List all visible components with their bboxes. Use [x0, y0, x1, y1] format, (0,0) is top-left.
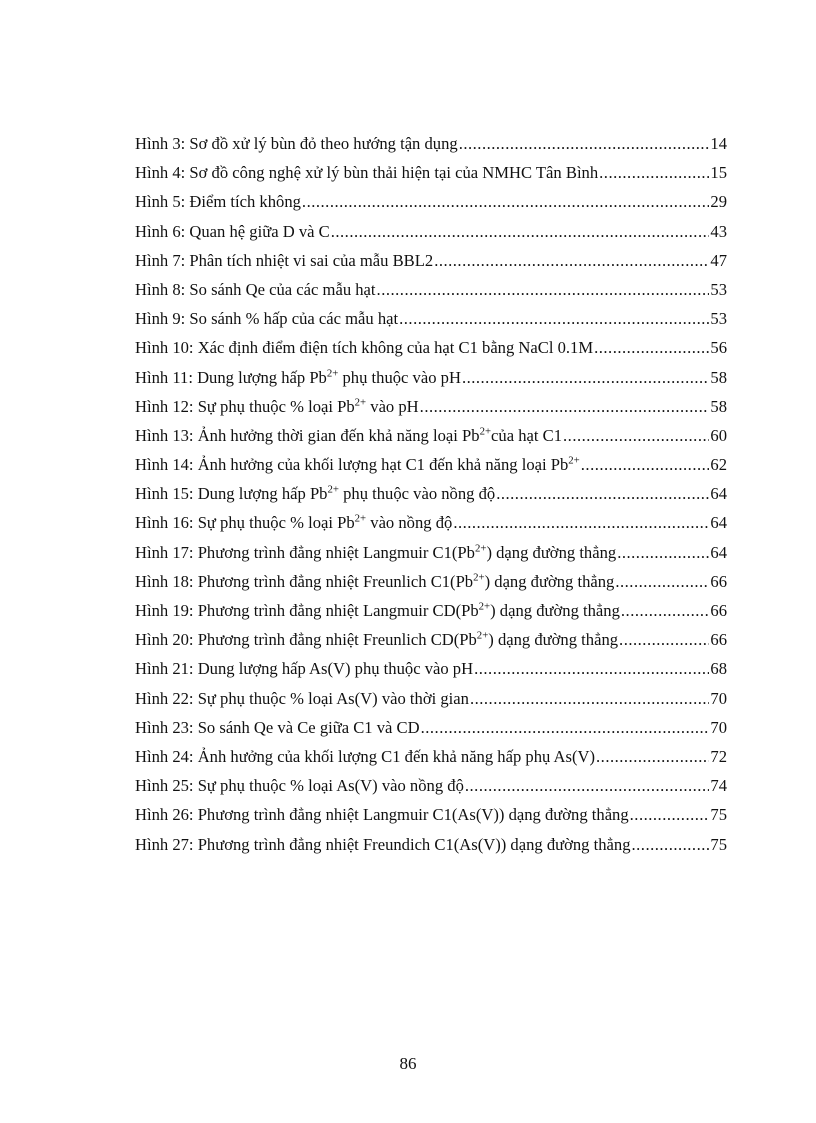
list-of-figures [135, 129, 727, 859]
toc-entry-page: 56 [710, 338, 727, 358]
toc-entry[interactable] [135, 158, 727, 187]
toc-entry-label [135, 596, 620, 625]
superscript-charge: 2+ [476, 629, 489, 642]
toc-entry-label [135, 363, 461, 392]
toc-entry[interactable] [135, 304, 727, 333]
dot-leader [399, 304, 709, 333]
toc-entry-label [135, 567, 614, 596]
dot-leader [453, 508, 709, 537]
toc-entry[interactable] [135, 187, 727, 216]
toc-entry-title: Hình 3: Sơ đồ xử lý bùn đỏ theo hướng tận dụng [135, 134, 458, 153]
dot-leader [377, 275, 710, 304]
toc-entry-title-suffix: ) dạng đường thẳng [488, 630, 619, 650]
toc-entry-title-suffix: ) dạng đường thẳng [486, 542, 617, 562]
toc-entry-title-suffix: ) dạng đường thẳng [490, 601, 620, 620]
toc-entry-title: Hình 7: Phân tích nhiệt vi sai của mẫu BBL2 [135, 250, 434, 270]
page-number: 86 [399, 1054, 417, 1073]
toc-entry-page: 47 [710, 250, 727, 270]
toc-entry-label [135, 508, 452, 537]
toc-entry-title: Hình 4: Sơ đồ công nghệ xử lý bùn thải hiện tại của NMHC Tân Bình [135, 163, 599, 183]
toc-entry[interactable] [135, 654, 727, 683]
dot-leader [599, 158, 709, 187]
toc-entry-title: Hình 11: Dung lượng hấp Pb [135, 367, 327, 387]
toc-entry-title: Hình 5: Điểm tích không [135, 192, 301, 212]
dot-leader [621, 596, 710, 625]
toc-entry-title: Hình 23: So sánh Qe và Ce giữa C1 và CD [135, 717, 420, 737]
toc-entry-label [135, 830, 631, 859]
toc-entry[interactable] [135, 333, 727, 362]
toc-entry-title: Hình 9: So sánh % hấp của các mẫu hạt [135, 309, 399, 329]
dot-leader [470, 684, 709, 713]
toc-entry[interactable] [135, 684, 727, 713]
toc-entry-label [135, 713, 420, 742]
dot-leader [434, 246, 709, 275]
toc-entry[interactable] [135, 217, 727, 246]
toc-entry-title: Hình 10: Xác định điểm điện tích không của hạt C1 bằng NaCl 0.1M [135, 338, 594, 358]
toc-entry-page: 70 [710, 688, 727, 708]
toc-entry-page: 75 [710, 834, 727, 854]
superscript-charge: 2+ [568, 454, 580, 467]
toc-entry-label [135, 654, 473, 683]
toc-entry-title-suffix: vào nồng độ [366, 513, 453, 533]
toc-entry-title-suffix: phụ thuộc vào pH [338, 367, 461, 387]
toc-entry-label [135, 421, 562, 450]
toc-entry-page: 75 [710, 805, 727, 825]
toc-entry-page: 64 [710, 484, 727, 504]
toc-entry-page: 66 [710, 601, 727, 620]
toc-entry[interactable] [135, 508, 727, 537]
dot-leader [420, 392, 710, 421]
superscript-charge: 2+ [354, 396, 367, 409]
toc-entry-title-suffix: của hạt C1 [491, 425, 563, 445]
toc-entry-title: Hình 16: Sự phụ thuộc % loại Pb [135, 513, 355, 533]
toc-entry-label [135, 246, 433, 275]
toc-entry-title-suffix: ) dạng đường thẳng [484, 571, 615, 591]
toc-entry[interactable] [135, 363, 727, 392]
toc-entry-page: 64 [710, 513, 727, 533]
toc-entry-page: 15 [710, 163, 727, 183]
toc-entry-label [135, 217, 330, 246]
toc-entry-title: Hình 22: Sự phụ thuộc % loại As(V) vào thời gian [135, 688, 469, 708]
dot-leader [459, 129, 710, 158]
toc-entry-label [135, 392, 419, 421]
toc-entry-title: Hình 27: Phương trình đẳng nhiệt Freundich C1(As(V)) dạng đường thẳng [135, 834, 631, 854]
superscript-charge: 2+ [326, 366, 339, 379]
toc-entry[interactable] [135, 450, 727, 479]
toc-entry[interactable] [135, 479, 727, 508]
toc-entry-title: Hình 14: Ảnh hưởng của khối lượng hạt C1 đến khả năng loại Pb [135, 455, 569, 475]
toc-entry-title: Hình 20: Phương trình đẳng nhiệt Freunlich CD(Pb [135, 630, 477, 650]
toc-entry-label [135, 187, 301, 216]
toc-entry[interactable] [135, 800, 727, 829]
dot-leader [302, 187, 709, 216]
toc-entry-title: Hình 26: Phương trình đẳng nhiệt Langmuir C1(As(V)) dạng đường thẳng [135, 805, 629, 825]
toc-entry-label [135, 304, 398, 333]
toc-entry-title: Hình 13: Ảnh hưởng thời gian đến khả năng loại Pb [135, 425, 480, 445]
toc-entry[interactable] [135, 275, 727, 304]
toc-entry-label [135, 275, 376, 304]
dot-leader [615, 567, 709, 596]
toc-entry-title: Hình 6: Quan hệ giữa D và C [135, 221, 330, 241]
dot-leader [496, 479, 709, 508]
toc-entry-page: 53 [710, 279, 727, 299]
toc-entry[interactable] [135, 567, 727, 596]
toc-entry-title: Hình 12: Sự phụ thuộc % loại Pb [135, 396, 355, 416]
toc-entry-title: Hình 17: Phương trình đẳng nhiệt Langmuir C1(Pb [135, 542, 475, 562]
dot-leader [462, 363, 709, 392]
dot-leader [331, 217, 710, 246]
toc-entry-page: 14 [710, 134, 727, 153]
toc-entry[interactable] [135, 246, 727, 275]
dot-leader [474, 654, 709, 683]
toc-entry-page: 58 [710, 396, 727, 416]
dot-leader [596, 742, 709, 771]
toc-entry-title-suffix: phụ thuộc vào nồng độ [338, 484, 496, 504]
toc-entry[interactable] [135, 421, 727, 450]
toc-entry[interactable] [135, 742, 727, 771]
toc-entry-title-suffix: vào pH [366, 396, 419, 416]
superscript-charge: 2+ [479, 425, 492, 438]
toc-entry-label [135, 742, 595, 771]
toc-entry[interactable] [135, 129, 727, 158]
toc-entry[interactable] [135, 625, 727, 654]
superscript-charge: 2+ [478, 600, 491, 613]
toc-entry-label [135, 538, 616, 567]
toc-entry-title: Hình 18: Phương trình đẳng nhiệt Freunlich C1(Pb [135, 571, 474, 591]
toc-entry[interactable] [135, 713, 727, 742]
toc-entry-label [135, 333, 593, 362]
toc-entry-title: Hình 21: Dung lượng hấp As(V) phụ thuộc vào pH [135, 659, 474, 679]
toc-entry-page: 64 [710, 542, 727, 562]
toc-entry-page: 62 [710, 455, 727, 475]
toc-entry-label [135, 800, 629, 829]
toc-entry-title: Hình 15: Dung lượng hấp Pb [135, 484, 328, 504]
toc-entry-title: Hình 19: Phương trình đẳng nhiệt Langmuir CD(Pb [135, 601, 479, 620]
dot-leader [632, 830, 710, 859]
toc-entry-page: 70 [710, 717, 727, 737]
toc-entry-page: 66 [710, 571, 727, 591]
superscript-charge: 2+ [473, 571, 485, 584]
toc-entry[interactable] [135, 596, 727, 625]
toc-entry-page: 60 [710, 425, 727, 445]
toc-entry-label [135, 129, 458, 158]
toc-entry-page: 43 [710, 221, 727, 241]
toc-entry-page: 72 [710, 746, 727, 766]
toc-entry[interactable] [135, 538, 727, 567]
toc-entry-page: 68 [710, 659, 727, 679]
toc-entry-label [135, 625, 618, 654]
toc-entry-label [135, 158, 598, 187]
toc-entry-page: 74 [710, 776, 727, 796]
toc-entry[interactable] [135, 392, 727, 421]
dot-leader [563, 421, 709, 450]
toc-entry-title: Hình 24: Ảnh hưởng của khối lượng C1 đến khả năng hấp phụ As(V) [135, 746, 596, 766]
toc-entry-title: Hình 25: Sự phụ thuộc % loại As(V) vào nồng độ [135, 776, 464, 796]
toc-entry-page: 29 [710, 192, 727, 212]
toc-entry-label [135, 684, 469, 713]
toc-entry-page: 53 [710, 309, 727, 329]
dot-leader [594, 333, 709, 362]
superscript-charge: 2+ [474, 542, 487, 555]
toc-entry-page: 66 [710, 630, 727, 650]
toc-entry-title: Hình 8: So sánh Qe của các mẫu hạt [135, 279, 376, 299]
dot-leader [465, 771, 710, 800]
toc-entry-label [135, 479, 495, 508]
superscript-charge: 2+ [354, 512, 367, 525]
dot-leader [581, 450, 710, 479]
dot-leader [617, 538, 709, 567]
dot-leader [619, 625, 709, 654]
toc-entry-page: 58 [710, 367, 727, 387]
superscript-charge: 2+ [327, 483, 339, 496]
toc-entry[interactable] [135, 771, 727, 800]
dot-leader [421, 713, 710, 742]
toc-entry-label [135, 450, 580, 479]
dot-leader [630, 800, 710, 829]
toc-entry[interactable] [135, 830, 727, 859]
toc-entry-label [135, 771, 464, 800]
